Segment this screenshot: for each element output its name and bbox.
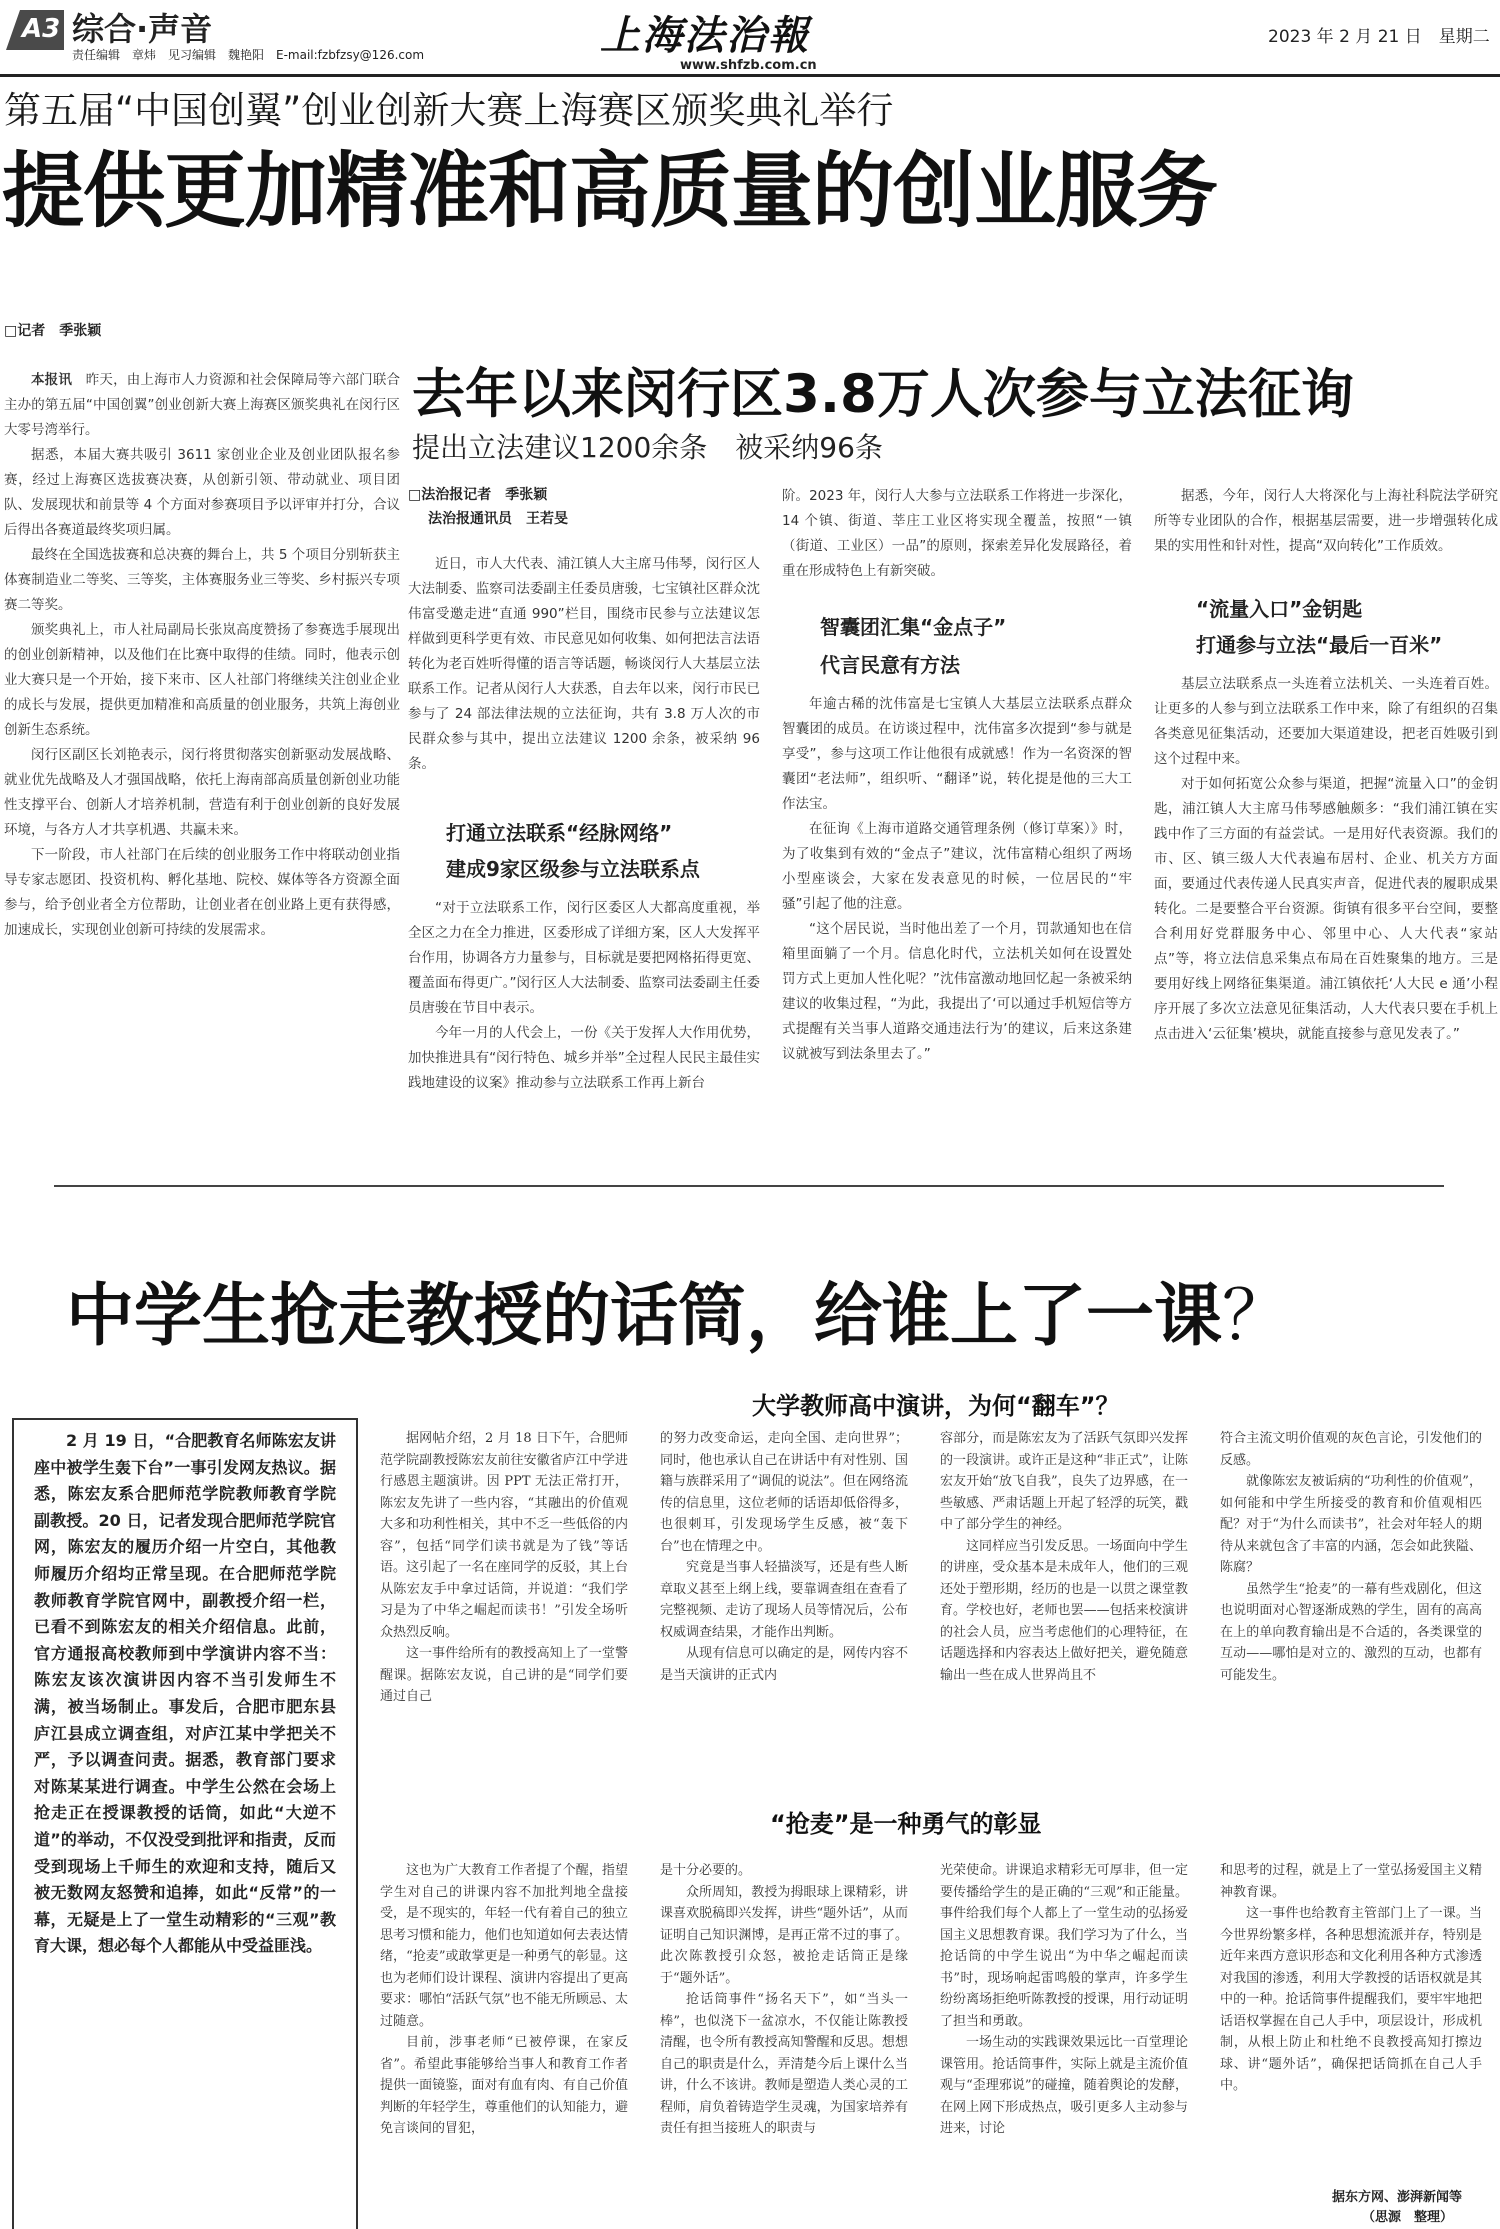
article3-headline-text: 中学生抢走教授的话筒，给谁上了一课 (66, 1277, 1223, 1356)
article1-byline: □记者 季张颖 (4, 323, 102, 339)
article2-column-2 (782, 484, 1132, 604)
paragraph: 这同样应当引发反思。一场面向中学生的讲座，受众基本是未成年人，他们的三观还处于塑形期，经历的也是一以贯之课堂教育。学校也好，老师也罢——包括来校演讲的社会人员，应当考虑他们的心理特征，在话题选择和内容表达上做好把关，避免随意输出一些在成人世界尚且不 (940, 1538, 1188, 1683)
article2-byline-reporter: □法治报记者 季张颖 (408, 487, 548, 503)
paragraph: 基层立法联系点一头连着立法机关、一头连着百姓。让更多的人参与到立法联系工作中来，除了有组织的召集各类意见征集活动，还要加大渠道建设，把老百姓吸引到这个过程中来。 (1154, 676, 1498, 767)
paragraph: 一场生动的实践课效果远比一百堂理论课管用。抢话筒事件，实际上就是主流价值观与“歪理邪说”的碰撞，随着舆论的发酵，在网上网下形成热点，吸引更多人主动参与进来，讨论 (940, 2035, 1188, 2136)
article3-editor-note: （思源 整理） (1362, 2210, 1454, 2225)
lead-label: 本报讯 (31, 372, 73, 388)
page-number: A3 (22, 14, 61, 44)
paragraph: 颁奖典礼上，市人社局副局长张岚高度赞扬了参赛选手展现出的创业创新精神，以及他们在比赛中取得的佳绩。同时，他表示创业大赛只是一个开始，接下来市、区人社部门将继续关注创业企业的成长与发展，提供更加精准和高质量的创业服务，共筑上海创业创新生态系统。 (4, 622, 400, 738)
paragraph: 究竟是当事人轻描淡写，还是有些人断章取义甚至上纲上线，要靠调查组在查看了完整视频、走访了现场人员等情况后，公布权威调查结果，才能作出判断。 (660, 1560, 908, 1640)
article3-sidebar (12, 1418, 358, 2229)
article3-bottom-column-1 (380, 1860, 628, 2226)
paragraph: 阶。2023 年，闵行人大参与立法联系工作将进一步深化，14 个镇、街道、莘庄工业区将实现全覆盖，按照“一镇（街道、工业区）一品”的原则，探索差异化发展路径，着重在形成特色上有新突破。 (782, 488, 1132, 579)
paragraph: 光荣使命。讲课追求精彩无可厚非，但一定要传播给学生的是正确的“三观”和正能量。事件给我们每个人都上了一堂生动的弘扬爱国主义思想教育课。我们学习为了什么，当抢话筒的中学生说出“为中华之崛起而读书”时，现场响起雷鸣般的掌声，许多学生纷纷离场拒绝听陈教授的授课，用行动证明了担当和勇敢。 (940, 1863, 1188, 2029)
paragraph: 虽然学生“抢麦”的一幕有些戏剧化，但这也说明面对心智逐渐成熟的学生，固有的高高在上的单向教育输出是不合适的，各类课堂的互动——哪怕是对立的、激烈的互动，也都有可能发生。 (1220, 1581, 1482, 1683)
article3-top-column-2 (660, 1428, 908, 1794)
paragraph: 近日，市人大代表、浦江镇人大主席马伟琴，闵行区人大法制委、监察司法委副主任委员唐骏，七宝镇社区群众沈伟富受邀走进“直通 990”栏目，围绕市民参与立法建议怎样做到更科学更有效、市民意见如何收集、如何把法言法语转化为老百姓听得懂的语言等话题，畅谈闵行人大基层立法联系工作。记者从闵行人大获悉，自去年以来，闵行市民已参与了 24 部法律法规的立法征询，共有 3.8 万人次的市民群众参与其中，提出立法建议 1200 余条，被采纳 96 条。 (408, 556, 760, 772)
article3-subhead-1: 大学教师高中演讲，为何“翻车”？ (752, 1392, 1120, 1420)
paragraph: “这个居民说，当时他出差了一个月，罚款通知也在信箱里面躺了一个月。信息化时代，立法机关如何在设置处罚方式上更加人性化呢？”沈伟富激动地回忆起一条被采纳建议的收集过程，“为此，我提出了‘可以通过手机短信等方式提醒有关当事人道路交通违法行为’的建议，后来这条建议就被写到法条里去了。” (782, 921, 1132, 1062)
paragraph: 对于如何拓宽公众参与渠道，把握“流量入口”的金钥匙，浦江镇人大主席马伟琴感触颇多：“我们浦江镇在实践中作了三方面的有益尝试。一是用好代表资源。我们的市、区、镇三级人大代表遍布居村、企业、机关方方面面，要通过代表传递人民真实声音，促进代表的履职成果转化。二是要整合平台资源。街镇有很多平台空间，要整合利用好党群服务中心、邻里中心、人大代表“家站点”等，将立法信息采集点布局在百姓聚集的地方。三是要用好线上网络征集渠道。浦江镇依托‘人大民 e 通’小程序开展了多次立法意见征集活动，人大代表只要在手机上点击进入‘云征集’模块，就能直接参与意见发表了。” (1154, 776, 1498, 1042)
article3-top-column-4 (1220, 1428, 1482, 1794)
article2-byline-correspondent: 法治报通讯员 王若旻 (428, 511, 568, 527)
article1-body (4, 368, 400, 1180)
paragraph: 最终在全国选拔赛和总决赛的舞台上，共 5 个项目分别斩获主体赛制造业二等奖、三等奖，主体赛服务业三等奖、乡村振兴专项赛二等奖。 (4, 547, 400, 613)
article2-column-3 (1154, 484, 1498, 584)
paragraph: 符合主流文明价值观的灰色言论，引发他们的反感。 (1220, 1431, 1482, 1468)
article2-column-1b (408, 896, 760, 1156)
paragraph: 在征询《上海市道路交通管理条例（修订草案）》时，为了收集到有效的“金点子”建议，沈伟富精心组织了两场小型座谈会，大家在发表意见的时候，一位居民的“牢骚”引起了他的注意。 (782, 821, 1132, 912)
article1-lead-paragraph (4, 368, 400, 443)
paragraph: 这一事件给所有的教授高知上了一堂警醒课。据陈宏友说，自己讲的是“同学们要通过自己 (380, 1646, 628, 1704)
article3-top-column-3 (940, 1428, 1188, 1794)
article3-bottom-column-4 (1220, 1860, 1482, 2180)
paragraph: 昨天，由上海市人力资源和社会保障局等六部门联合主办的第五届“中国创翼”创业创新大赛上海赛区颁奖典礼在闵行区大零号湾举行。 (4, 372, 400, 438)
section-title: 综合·声音 (72, 10, 213, 48)
article2-subhead-2b: 代言民意有方法 (820, 653, 960, 677)
page-number-badge (6, 10, 64, 50)
article1-kicker: 第五届“中国创翼”创业创新大赛上海赛区颁奖典礼举行 (4, 89, 894, 132)
paragraph: 这也为广大教育工作者提了个醒，指望学生对自己的讲课内容不加批判地全盘接受，是不现实的，年轻一代有着自己的独立思考习惯和能力，他们也知道如何去表达情绪，“抢麦”或敢掌更是一种勇气的彰显。这也为老师们设计课程、演讲内容提出了更高要求：哪怕“活跃气氛”也不能无所顾忌、太过随意。 (380, 1863, 628, 2029)
article2-column-3b (1154, 672, 1498, 1156)
paragraph: 的努力改变命运，走向全国、走向世界”；同时，他也承认自己在讲话中有对性别、国籍与族群采用了“调侃的说法”。但在网络流传的信息里，这位老师的话语却低俗得多，也很刺耳，引发现场学生反感，被“轰下台”也在情理之中。 (660, 1431, 908, 1554)
paragraph: 闵行区副区长刘艳表示，闵行将贯彻落实创新驱动发展战略、就业优先战略及人才强国战略，依托上海南部高质量创新创业功能性支撑平台、创新人才培养机制，营造有利于创业创新的良好发展环境，与各方人才共享机遇、共赢未来。 (4, 747, 400, 838)
paragraph: 目前，涉事老师“已被停课，在家反省”。希望此事能够给当事人和教育工作者提供一面镜鉴，面对有血有肉、有自己价值判断的年轻学生，尊重他们的认知能力，避免言谈间的冒犯， (380, 2035, 628, 2136)
article3-subhead-2: “抢麦”是一种勇气的彰显 (770, 1810, 1042, 1838)
paragraph: 这一事件也给教育主管部门上了一课。当今世界纷繁多样，各种思想流派并存，特别是近年来西方意识形态和文化利用各种方式渗透对我国的渗透，利用大学教授的话语权就是其中的一种。抢话筒事件提醒我们，要牢牢地把话语权掌握在自己人手中，项层设计，形成机制，从根上防止和杜绝不良教授高知打擦边球、讲“题外话”，确保把话筒抓在自己人手中。 (1220, 1906, 1482, 2093)
article3-source: 据东方网、澎湃新闻等 (1332, 2190, 1463, 2205)
article2-subhead-3a: “流量入口”金钥匙 (1196, 597, 1363, 621)
paragraph: 今年一月的人代会上，一份《关于发挥人大作用优势，加快推进具有“闵行特色、城乡并举”全过程人民民主最佳实践地建设的议案》推动参与立法联系工作再上新台 (408, 1025, 760, 1091)
question-mark: ？ (1222, 1277, 1291, 1356)
paragraph: 和思考的过程，就是上了一堂弘扬爱国主义精神教育课。 (1220, 1863, 1482, 1900)
paragraph: 据悉，今年，闵行人大将深化与上海社科院法学研究所等专业团队的合作，根据基层需要，进一步增强转化成果的实用性和针对性，提高“双向转化”工作质效。 (1154, 488, 1498, 554)
article3-top-column-1 (380, 1428, 628, 1794)
article2-column-2b (782, 692, 1132, 1156)
article2-column-1 (408, 552, 760, 804)
article2-subhead-2a: 智囊团汇集“金点子” (820, 615, 1007, 639)
editors-line: 责任编辑 章炜 见习编辑 魏艳阳 E-mail:fzbfzsy@126.com (72, 48, 425, 62)
paragraph: 抢话筒事件“扬名天下”，如“当头一棒”，也似浇下一盆凉水，不仅能让陈教授清醒，也令所有教授高知警醒和反思。想想自己的职责是什么，弄清楚今后上课什么当讲，什么不该讲。教师是塑造人类心灵的工程师，肩负着铸造学生灵魂，为国家培养有责任有担当接班人的职责与 (660, 1992, 908, 2136)
paragraph: 年逾古稀的沈伟富是七宝镇人大基层立法联系点群众智囊团的成员。在访谈过程中，沈伟富多次提到“参与就是享受”，参与这项工作让他很有成就感！作为一名资深的智囊团“老法师”，组织听、“翻译”说，转化提是他的三大工作法宝。 (782, 696, 1132, 812)
paragraph: 下一阶段，市人社部门在后续的创业服务工作中将联动创业指导专家志愿团、投资机构、孵化基地、院校、媒体等各方资源全面参与，给予创业者全方位帮助，让创业者在创业路上更有获得感，加速成长，实现创业创新可持续的发展需求。 (4, 847, 400, 938)
issue-date: 2023 年 2 月 21 日 星期二 (1268, 27, 1490, 47)
paragraph: 是十分必要的。 (660, 1863, 752, 1878)
sidebar-text: 2 月 19 日，“合肥教育名师陈宏友讲座中被学生轰下台”一事引发网友热议。据悉，陈宏友系合肥师范学院教师教育学院副教授。20 日，记者发现合肥师范学院官网，陈宏友的履历介绍一片空白，其他教师履历介绍均正常呈现。在合肥师范学院教师教育学院官网中，副教授介绍一栏，已看不到陈宏友的相关介绍信息。此前，官方通报高校教师到中学演讲内容不当：陈宏友该次演讲因内容不当引发师生不满，被当场制止。事发后，合肥市肥东县庐江县成立调查组，对庐江某中学把关不严，予以调查问责。据悉，教育部门要求对陈某某进行调查。中学生公然在会场上抢走正在授课教授的话筒，如此“大逆不道”的举动，不仅没受到批评和指责，反而受到现场上千师生的欢迎和支持，随后又被无数网友怒赞和追捧，如此“反常”的一幕，无疑是上了一堂生动精彩的“三观”教育大课，想必每个人都能从中受益匪浅。 (34, 1431, 336, 1956)
paragraph: 众所周知，教授为拇眼球上课精彩，讲课喜欢脱稿即兴发挥，讲些“题外话”，从而证明自己知识渊博，是再正常不过的事了。此次陈教授引众怒，被抢走话筒正是缘于“题外话”。 (660, 1884, 908, 1986)
article2-subheadline: 提出立法建议1200余条 被采纳96条 (412, 431, 883, 464)
section-divider (54, 1185, 1444, 1187)
article2-subhead-1a: 打通立法联系“经脉网络” (446, 821, 673, 845)
website[interactable]: www.shfzb.com.cn (680, 58, 817, 73)
paragraph: 从现有信息可以确定的是，网传内容不是当天演讲的正式内 (660, 1646, 908, 1683)
paragraph: 据网帖介绍，2 月 18 日下午，合肥师范学院副教授陈宏友前往安徽省庐江中学进行感恩主题演讲。因 PPT 无法正常打开，陈宏友先讲了一些内容，“其融出的价值观大多和功利性相关，其中不乏一些低俗的内容”，包括“同学们读书就是为了钱”等话语。这引起了一名在座同学的反驳，其上台从陈宏友手中拿过话筒，并说道：“我们学习是为了中华之崛起而读书！”引发全场听众热烈反响。 (380, 1431, 628, 1640)
paragraph: 容部分，而是陈宏友为了活跃气氛即兴发挥的一段演讲。或许正是这种“非正式”，让陈宏友开始“放飞自我”，良失了边界感，在一些敏感、严肃话题上开起了轻浮的玩笑，戳中了部分学生的神经。 (940, 1431, 1188, 1532)
article2-subhead-3b: 打通参与立法“最后一百米” (1196, 633, 1443, 657)
paragraph: 据悉，本届大赛共吸引 3611 家创业企业及创业团队报名参赛，经过上海赛区选拔赛决赛，从创新引领、带动就业、项目团队、发展现状和前景等 4 个方面对参赛项目予以评审并打分，合议后得出各赛道最终奖项归属。 (4, 447, 400, 538)
article3-headline (66, 1262, 1290, 1359)
article1-headline: 提供更加精准和高质量的创业服务 (2, 144, 1218, 239)
masthead-rule (0, 74, 1500, 77)
paragraph: “对于立法联系工作，闵行区委区人大都高度重视，举全区之力在全力推进，区委形成了详细方案，区人大发挥平台作用，协调各方力量参与，目标就是要把网格拓得更宽、覆盖面布得更广。”闵行区人大法制委、监察司法委副主任委员唐骏在节目中表示。 (408, 900, 760, 1016)
newspaper-logo: 上海法治報 (600, 12, 810, 59)
paragraph: 就像陈宏友被诟病的“功利性的价值观”，如何能和中学生所接受的教育和价值观相匹配？对于“为什么而读书”，社会对年轻人的期待从来就包含了丰富的内涵，怎会如此狭隘、陈腐？ (1220, 1474, 1482, 1575)
article3-bottom-column-3 (940, 1860, 1188, 2226)
article3-bottom-column-2 (660, 1860, 908, 2226)
article2-headline: 去年以来闵行区3.8万人次参与立法征询 (412, 364, 1354, 425)
article2-subhead-1b: 建成9家区级参与立法联系点 (446, 857, 700, 881)
